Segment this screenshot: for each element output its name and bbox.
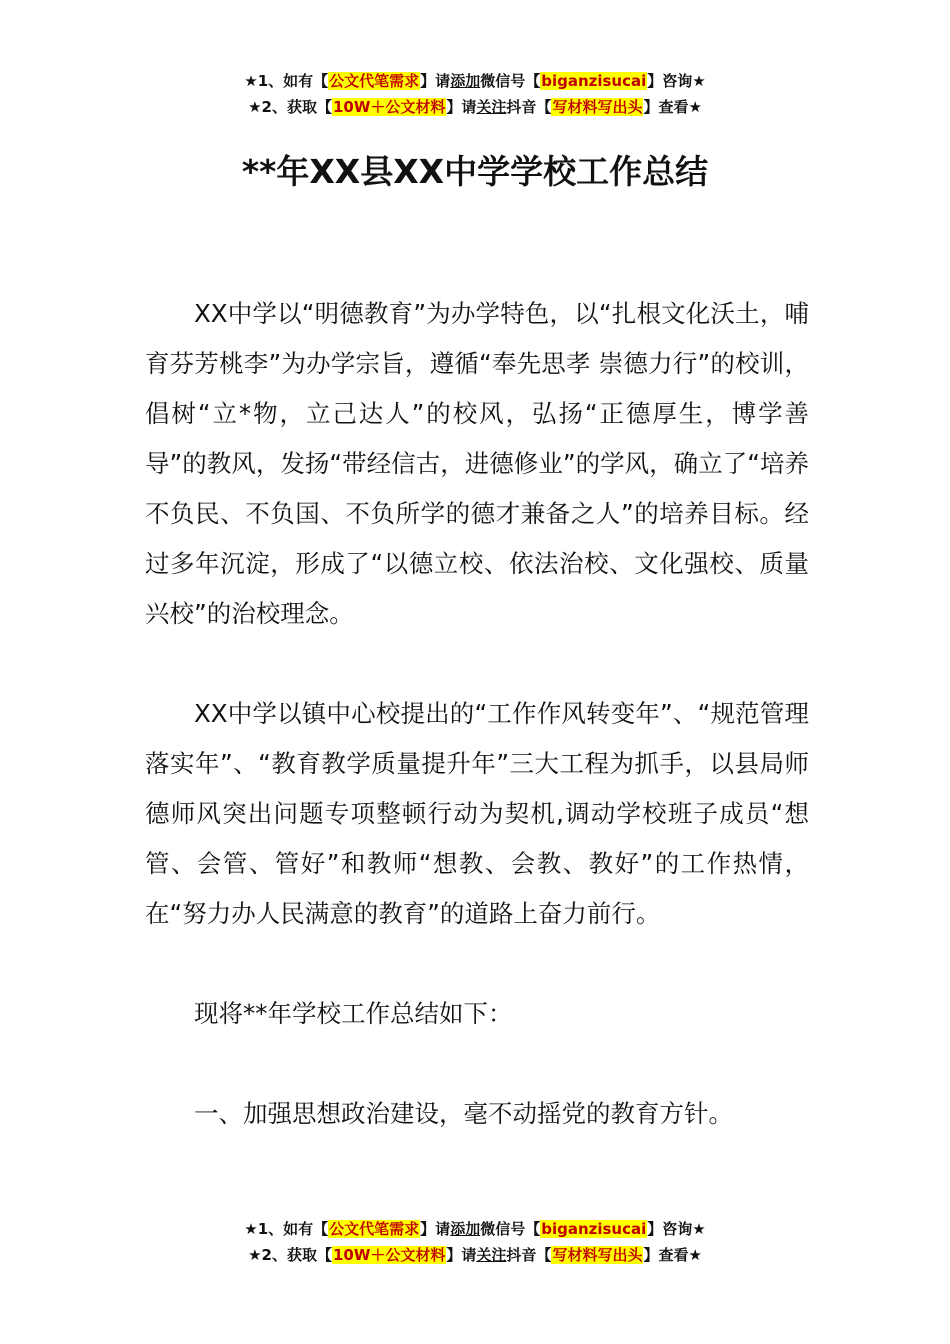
promo-text: 抖音【 xyxy=(506,98,552,116)
promo-underlined: 添加 xyxy=(450,72,481,90)
promo-text: 】请 xyxy=(446,1246,477,1264)
promo-text: 】请 xyxy=(446,98,477,116)
promo-text: 】请 xyxy=(420,72,451,90)
promo-line-1 xyxy=(0,1216,950,1242)
promo-douyin-id: 写材料写出头 xyxy=(552,1246,643,1264)
promo-douyin-id: 写材料写出头 xyxy=(552,98,643,116)
promo-highlight: 公文代笔需求 xyxy=(329,1220,420,1238)
document-title: **年XX县XX中学学校工作总结 xyxy=(241,152,709,191)
paragraph-3: 现将**年学校工作总结如下： xyxy=(194,999,513,1028)
promo-text: ★1、如有【 xyxy=(244,1220,329,1238)
promo-wechat-id: biganzisucai xyxy=(541,1220,647,1238)
promo-line-2 xyxy=(0,94,950,120)
promo-text: 】查看★ xyxy=(643,1246,702,1264)
promo-highlight: 10W＋公文材料 xyxy=(332,1246,446,1264)
promo-text: 】请 xyxy=(420,1220,451,1238)
promo-banner-bottom xyxy=(0,1216,950,1268)
document-body xyxy=(145,289,809,1139)
promo-text: ★1、如有【 xyxy=(244,72,329,90)
promo-text: 】咨询★ xyxy=(647,72,706,90)
promo-underlined: 关注 xyxy=(476,1246,507,1264)
promo-text: 抖音【 xyxy=(506,1246,552,1264)
promo-wechat-id: biganzisucai xyxy=(541,72,647,90)
promo-text: 微信号【 xyxy=(480,1220,541,1238)
promo-underlined: 添加 xyxy=(450,1220,481,1238)
promo-text: ★2、获取【 xyxy=(248,1246,332,1264)
paragraph-2: XX中学以镇中心校提出的“工作作风转变年”、“规范管理落实年”、“教育教学质量提升年”三大工程为抓手，以县局师德师风突出问题专项整顿行动为契机,调动学校班子成员“想管、会管、管好”和教师“想教、会教、教好”的工作热情，在“努力办人民满意的教育”的道路上奋力前行。 xyxy=(145,699,809,928)
promo-line-1 xyxy=(0,68,950,94)
section-heading-1: 一、加强思想政治建设，毫不动摇党的教育方针。 xyxy=(194,1099,733,1128)
promo-banner-top xyxy=(0,68,950,120)
promo-highlight: 公文代笔需求 xyxy=(329,72,420,90)
promo-line-2 xyxy=(0,1242,950,1268)
promo-underlined: 关注 xyxy=(476,98,507,116)
promo-text: 】查看★ xyxy=(643,98,702,116)
promo-text: 微信号【 xyxy=(480,72,541,90)
promo-highlight: 10W＋公文材料 xyxy=(332,98,446,116)
paragraph-1: XX中学以“明德教育”为办学特色，以“扎根文化沃土，哺育芬芳桃李”为办学宗旨，遵循“奉先思孝 崇德力行”的校训，倡树“立*物，立己达人”的校风，弘扬“正德厚生，博学善导”的教风，发扬“带经信古，进德修业”的学风，确立了“培养不负民、不负国、不负所学的德才兼备之人”的培养目标。经过多年沉淀，形成了“以德立校、依法治校、文化强校、质量兴校”的治校理念。 xyxy=(145,299,809,628)
promo-text: ★2、获取【 xyxy=(248,98,332,116)
promo-text: 】咨询★ xyxy=(647,1220,706,1238)
